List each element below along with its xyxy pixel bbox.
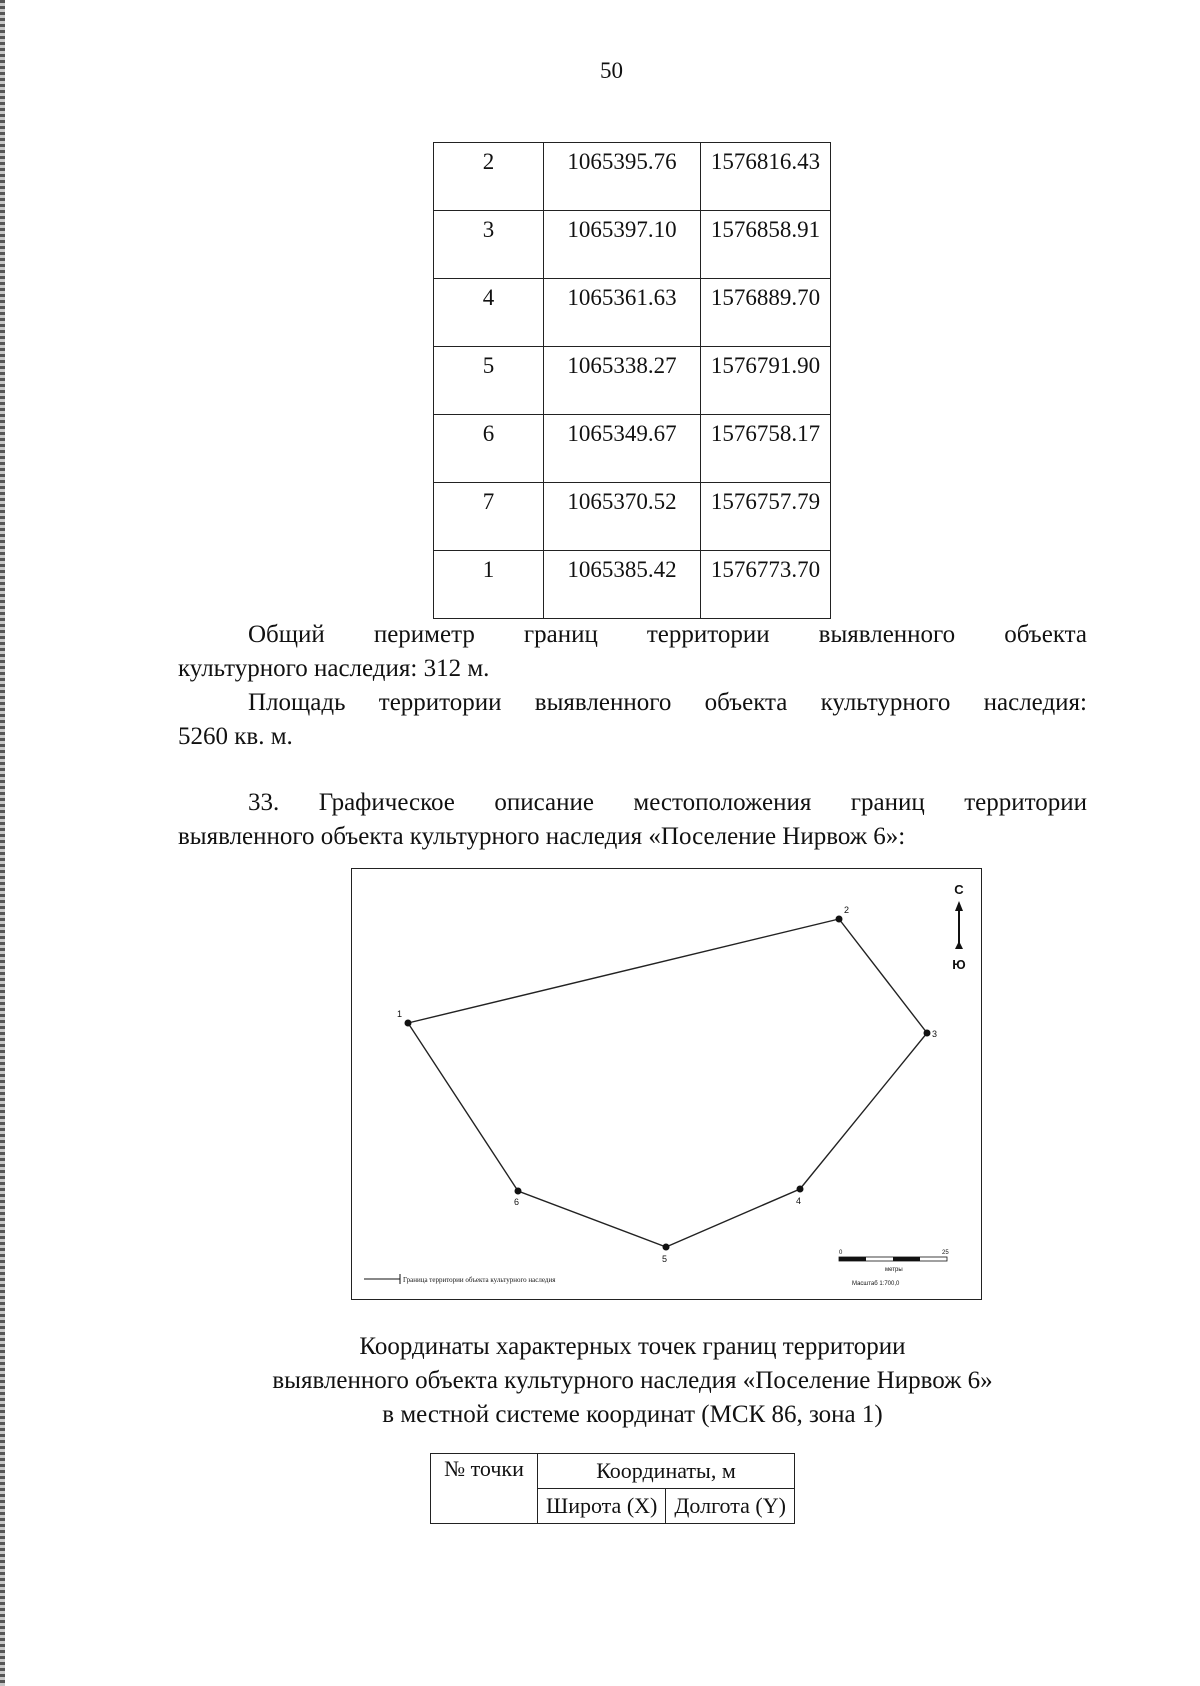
point-label-5: 5 (662, 1254, 668, 1264)
point-number-cell: 3 (434, 211, 544, 279)
coordinates-table (433, 142, 831, 619)
point-label-3: 3 (932, 1029, 938, 1039)
x-coordinate-cell: 1065338.27 (544, 347, 701, 415)
y-coordinate-cell: 1576889.70 (701, 279, 831, 347)
table-row (434, 211, 831, 279)
word: 33. (248, 789, 280, 816)
map-legend (364, 1274, 556, 1284)
word: Общий (248, 621, 325, 648)
x-coordinate-cell: 1065395.76 (544, 143, 701, 211)
word: границ (523, 621, 598, 648)
point-label-1: 1 (397, 1009, 403, 1019)
point-label-4: 4 (796, 1196, 802, 1206)
scan-edge (0, 0, 5, 1686)
word: территории (646, 621, 770, 648)
boundary-point-1 (405, 1020, 412, 1027)
x-coordinate-cell: 1065397.10 (544, 211, 701, 279)
point-number-cell: 6 (434, 415, 544, 483)
y-coordinate-cell: 1576858.91 (701, 211, 831, 279)
point-number-cell: 4 (434, 279, 544, 347)
table-row (434, 143, 831, 211)
north-label: С (954, 882, 964, 897)
boundary-point-6 (515, 1188, 522, 1195)
section-33-paragraph (178, 786, 1087, 854)
scale-end: 25 (942, 1250, 949, 1256)
point-number-cell: 2 (434, 143, 544, 211)
point-number-cell: 7 (434, 483, 544, 551)
scale-unit: метры (885, 1267, 903, 1273)
boundary-map (351, 868, 982, 1300)
y-coordinate-cell: 1576816.43 (701, 143, 831, 211)
point-number-cell: 5 (434, 347, 544, 415)
table-row (434, 551, 831, 619)
point-number-header: № точки (431, 1454, 538, 1524)
word: выявленного (818, 621, 956, 648)
scale-ratio: Масштаб 1:700,0 (852, 1281, 900, 1287)
coordinates-header-table (430, 1453, 795, 1524)
table-row (434, 347, 831, 415)
y-coordinate-cell: 1576757.79 (701, 483, 831, 551)
caption-line-3: в местной системе координат (МСК 86, зона 1) (382, 1401, 883, 1428)
word: описание (494, 789, 594, 816)
caption-line-2: выявленного объекта культурного наследия «Поселение Нирвож 6» (272, 1367, 993, 1394)
table-row (434, 415, 831, 483)
table-row (434, 279, 831, 347)
boundary-point-2 (836, 916, 843, 923)
y-coordinate-cell: 1576791.90 (701, 347, 831, 415)
x-coordinate-cell: 1065361.63 (544, 279, 701, 347)
point-label-2: 2 (844, 905, 850, 915)
area-line-2: 5260 кв. м. (178, 723, 293, 750)
word: территории (964, 789, 1087, 816)
coordinates-header: Координаты, м (538, 1454, 795, 1489)
section-33-line-1 (178, 786, 1087, 820)
boundary-points (405, 916, 931, 1251)
legend-text: Граница территории объекта культурного наследия (403, 1276, 556, 1284)
point-label-6: 6 (514, 1197, 520, 1207)
boundary-point-3 (924, 1030, 931, 1037)
perimeter-line-1 (178, 618, 1087, 652)
scale-bar (839, 1250, 949, 1287)
latitude-header: Широта (X) (538, 1489, 666, 1524)
perimeter-paragraph (178, 618, 1087, 686)
territory-boundary-polygon (408, 919, 927, 1247)
boundary-point-4 (797, 1186, 804, 1193)
page-number: 50 (600, 58, 623, 83)
point-number-cell: 1 (434, 551, 544, 619)
scale-start: 0 (839, 1250, 843, 1256)
coordinates-caption (178, 1330, 1087, 1432)
caption-line-1: Координаты характерных точек границ территории (359, 1333, 906, 1360)
word: Графическое (318, 789, 455, 816)
word: объекта (1004, 621, 1087, 648)
perimeter-line-2: культурного наследия: 312 м. (178, 655, 490, 682)
area-paragraph (178, 686, 1087, 754)
boundary-map-drawing (352, 869, 981, 1299)
area-line-1: Площадь территории выявленного объекта культурного наследия: (248, 689, 1087, 716)
south-label: Ю (952, 957, 966, 972)
word: местоположения (633, 789, 812, 816)
table-row (434, 483, 831, 551)
section-33-line-2: выявленного объекта культурного наследия «Поселение Нирвож 6»: (178, 823, 906, 850)
boundary-point-5 (663, 1244, 670, 1251)
x-coordinate-cell: 1065385.42 (544, 551, 701, 619)
word: границ (850, 789, 925, 816)
y-coordinate-cell: 1576773.70 (701, 551, 831, 619)
x-coordinate-cell: 1065370.52 (544, 483, 701, 551)
longitude-header: Долгота (Y) (666, 1489, 795, 1524)
x-coordinate-cell: 1065349.67 (544, 415, 701, 483)
y-coordinate-cell: 1576758.17 (701, 415, 831, 483)
north-arrow-icon (952, 882, 965, 972)
word: периметр (373, 621, 475, 648)
